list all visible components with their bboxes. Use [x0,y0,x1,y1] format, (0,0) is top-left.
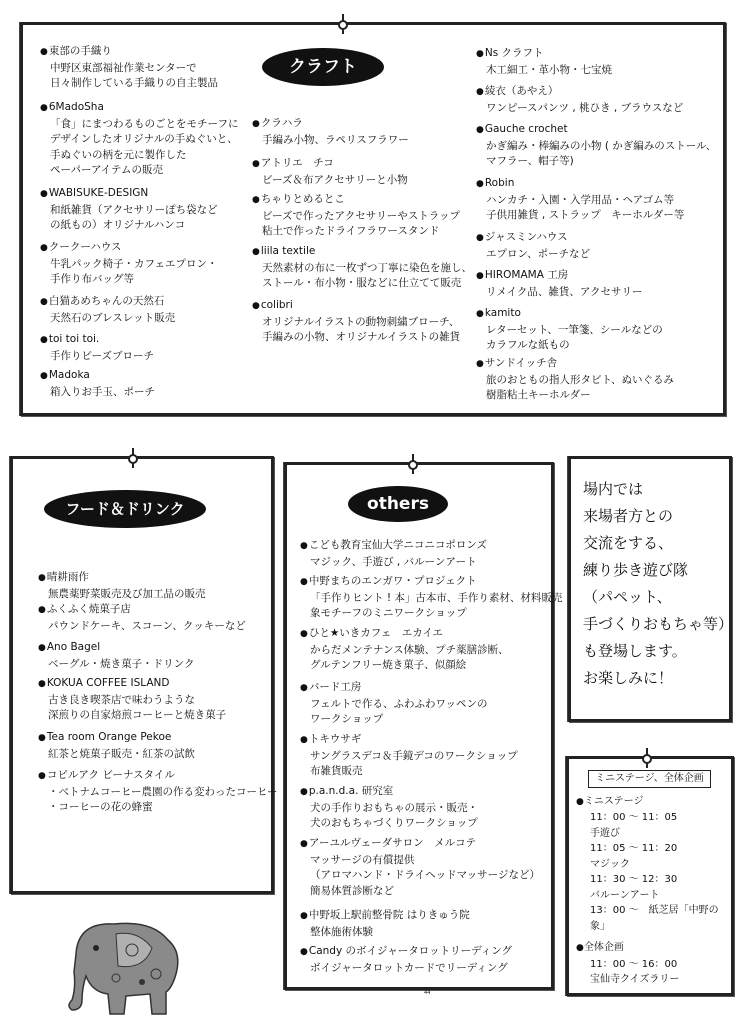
item-name: ● ふくふく焼菓子店 [38,602,246,619]
item-name: ● Tea room Orange Pekoe [38,730,195,747]
list-item [476,176,684,224]
list-item [300,626,509,674]
schedule-line: 宝仙寺クイズラリー [590,974,680,985]
notice-line: お楽しみに！ [583,669,674,687]
item-description: エプロン、ポーチなど [486,247,591,260]
item-name: ● アーユルヴェーダサロン メルコテ [300,836,540,853]
notice-text [583,476,733,692]
elephant-illustration-icon [56,914,196,1018]
list-item [40,100,238,179]
item-name: ● ジャスミンハウス [476,230,590,247]
schedule-line: マジック [590,858,630,870]
item-description: 簡易体質診断など [310,884,394,897]
item-name: ● Ns クラフト [476,46,612,63]
item-description: ワンピースパンツ , 桃ひき , ブラウスなど [486,101,684,114]
item-description: 中野区東部福祉作業センターで [50,61,197,74]
item-name: ● Gauche crochet [476,122,716,139]
item-description: マジック、手遊び , バルーンアート [310,555,477,568]
notice-line: 手づくりおもちゃ等） [583,615,734,633]
notice-line: 来場者方との [583,507,674,525]
list-item [40,368,155,400]
item-description: グルテンフリー焼き菓子、似顔絵 [310,659,467,671]
item-description: 旅のおともの指人形タビト、ぬいぐるみ [486,373,675,386]
item-description: カラフルな紙もの [486,339,570,351]
list-item [476,306,663,354]
item-description: ハンカチ・入園・入学用品・ヘアゴム等 [486,193,675,206]
item-description: リメイク品、雑貨、アクセサリー [486,285,643,298]
list-item [476,268,643,300]
item-name: ● colibri [252,298,460,315]
item-name: ● ひと★いきカフェ エカイエ [300,626,509,643]
item-description: かぎ編み・棒編みの小物 ( かぎ編みのストール、 [486,139,717,152]
list-item [476,84,683,116]
list-item [476,46,612,78]
schedule-line: 手遊び [590,827,620,839]
item-name: ● Madoka [40,368,155,385]
craft-title: クラフト [262,48,384,86]
item-description: 粘土で作ったドライフラワースタンド [262,225,440,237]
item-description: 天然素材の布に一枚ずつ丁寧に染色を施し、 [262,261,472,274]
stage-label: ミニステージ、全体企画 [588,770,711,788]
item-description: 和紙雑貨（アクセサリーぽち袋など [50,203,218,216]
item-name: ● 6MadoSha [40,100,238,117]
list-item [40,294,175,326]
item-description: 古き良き喫茶店で味わうような [48,693,195,706]
list-item [252,116,409,148]
item-description: 子供用雑貨 , ストラップ キーホルダー等 [486,209,685,221]
item-description: 犬の手作りおもちゃの展示・販売・ [310,801,478,814]
item-name: ● p.a.n.d.a. 研究室 [300,784,478,801]
overall-heading: ● 全体企画 [576,940,726,957]
item-name: ● 晴耕雨作 [38,570,206,587]
item-description: ビーズ＆布アクセサリーと小物 [262,173,408,186]
others-pin-icon [412,454,414,474]
list-item [40,240,217,288]
item-name: ● toi toi toi. [40,332,154,349]
item-description: 深煎りの自家焙煎コーヒーと焼き菓子 [48,709,227,721]
item-name: ● 東部の手織り [40,44,218,61]
notice-line: 場内では [583,480,644,498]
schedule-line: 11：00 ～ 11：05 [590,812,678,823]
list-item [38,730,195,762]
list-item [40,332,154,364]
list-item [476,356,674,404]
item-name: ● クラハラ [252,116,409,133]
item-description: フェルトで作る、ふわふわワッペンの [310,697,488,710]
item-description: ペーパーアイテムの販売 [50,164,163,176]
item-description: 象モチーフのミニワークショップ [310,607,467,619]
item-description: 木工細工・革小物・七宝焼 [486,63,612,76]
item-description: オリジナルイラストの動物刺繍ブローチ、 [262,315,460,328]
list-item [300,784,478,832]
item-description: ・コーヒーの花の蜂蜜 [48,801,153,813]
item-name: ● KOKUA COFFEE ISLAND [38,676,226,693]
list-item [300,908,470,940]
item-description: パウンドケーキ、スコーン、クッキーなど [48,619,246,632]
item-name: ● kamito [476,306,663,323]
item-name: ● 中野まちのエンガワ・プロジェクト [300,574,562,591]
item-description: 「手作りヒント ! 本」古本市、手作り素材、材料販売 [310,591,563,604]
list-item [300,574,562,622]
item-description: ベーグル・焼き菓子・ドリンク [48,657,195,670]
item-description: 箱入りお手玉、ポーチ [50,385,155,398]
list-item [40,186,218,234]
list-item [38,676,226,724]
item-description: からだメンテナンス体験、プチ薬膳診断、 [310,643,509,656]
overall-schedule [576,957,726,988]
list-item [300,836,540,899]
item-name: ● liila textile [252,244,472,261]
item-description: 「食」にまつわるものごとをモチーフに [50,117,239,130]
list-item [38,768,278,816]
list-item [252,192,460,240]
item-name: ● 綾衣（あやえ） [476,84,683,101]
schedule-line: バルーンアート [590,889,660,901]
item-description: 日々制作している手織りの自主製品 [50,77,218,89]
item-description: ビーズで作ったアクセサリーやストラップ [262,209,461,222]
food-title: フード＆ドリンク [44,490,206,528]
schedule-line: 13：00 ～ 紙芝居「中野の象」 [590,905,719,932]
item-description: 手作りビーズブローチ [50,349,155,362]
ministage-schedule [576,810,726,934]
item-description: 整体施術体験 [310,925,373,938]
item-description: ストール・布小物・服などに仕立てて販売 [262,277,462,289]
item-name: ● Candy のボイジャータロットリーディング [300,944,512,961]
item-description: デザインしたオリジナルの手ぬぐいと、 [50,133,238,145]
item-name: ● クークーハウス [40,240,217,257]
list-item [476,122,716,170]
item-name: ● サンドイッチ舎 [476,356,674,373]
item-description: 犬のおもちゃづくりワークショップ [310,817,478,829]
item-name: ● Robin [476,176,684,193]
item-description: ・ベトナムコーヒー農園の作る変わったコーヒー [48,785,278,798]
others-title: others [348,486,448,522]
page-number: 44 [424,990,431,996]
item-description: （アロマハンド・ドライヘッドマッサージなど） [310,869,540,881]
item-name: ● コピルアク ビーナスタイル [38,768,278,785]
item-name: ● HIROMAMA 工房 [476,268,643,285]
item-name: ● トキウサギ [300,732,518,749]
item-description: サングラスデコ＆手鏡デコのワークショップ [310,749,518,762]
item-description: 布雑貨販売 [310,765,363,777]
item-name: ● こども教育宝仙大学ニコニコポロンズ [300,538,487,555]
notice-line: 練り歩き遊び隊 [583,561,689,579]
list-item [300,680,487,728]
list-item [300,538,487,570]
notice-line: 交流をする、 [583,534,674,552]
item-description: 樹脂粘土キーホルダー [486,389,591,401]
item-name: ● Ano Bagel [38,640,194,657]
stage-box [576,770,726,988]
schedule-line: 11：00 ～ 16：00 [590,958,678,970]
notice-line: （パペット、 [583,588,672,606]
list-item [252,244,472,292]
item-description: 手ぬぐいの柄を元に製作した [50,148,187,161]
list-item [38,570,206,602]
list-item [252,298,460,346]
item-description: ボイジャータロットカードでリーディング [310,961,508,974]
item-description: マフラー、帽子等) [486,155,574,167]
notice-line: も登場します。 [583,642,687,660]
schedule-line: 11：30 ～ 12：30 [590,874,678,885]
item-name: ● アトリエ チコ [252,156,408,173]
item-description: レターセット、一筆箋、シールなどの [486,323,663,336]
item-description: 天然石のブレスレット販売 [50,311,176,324]
item-description: ワークショップ [310,713,384,725]
craft-pin-icon [342,14,344,34]
stage-pin-icon [646,748,648,768]
item-name: ● バード工房 [300,680,487,697]
item-name: ● ちゃりとめるとこ [252,192,460,209]
food-pin-icon [132,448,134,468]
list-item [40,44,218,92]
item-name: ● 白猫あめちゃんの天然石 [40,294,175,311]
item-description: マッサージの有償提供 [310,853,415,866]
list-item [476,230,590,262]
list-item [252,156,408,188]
item-name: ● 中野坂上駅前整骨院 はりきゅう院 [300,908,470,925]
list-item [300,944,512,976]
list-item [38,640,194,672]
item-description: 紅茶と焼菓子販売・紅茶の試飲 [48,747,195,760]
list-item [38,602,246,634]
item-description: 無農薬野菜販売及び加工品の販売 [48,587,206,600]
list-item [300,732,518,780]
ministage-heading: ● ミニステージ [576,794,726,811]
item-description: の紙もの）オリジナルハンコ [50,219,186,231]
item-description: 手編み小物、ラペリスフラワー [262,133,409,146]
item-description: 牛乳パック椅子・カフェエプロン・ [50,257,218,270]
item-description: 手編みの小物、オリジナルイラストの雑貨 [262,331,461,343]
item-name: ● WABISUKE-DESIGN [40,186,218,203]
item-description: 手作り布バッグ等 [50,273,134,285]
schedule-line: 11：05 ～ 11：20 [590,843,678,854]
